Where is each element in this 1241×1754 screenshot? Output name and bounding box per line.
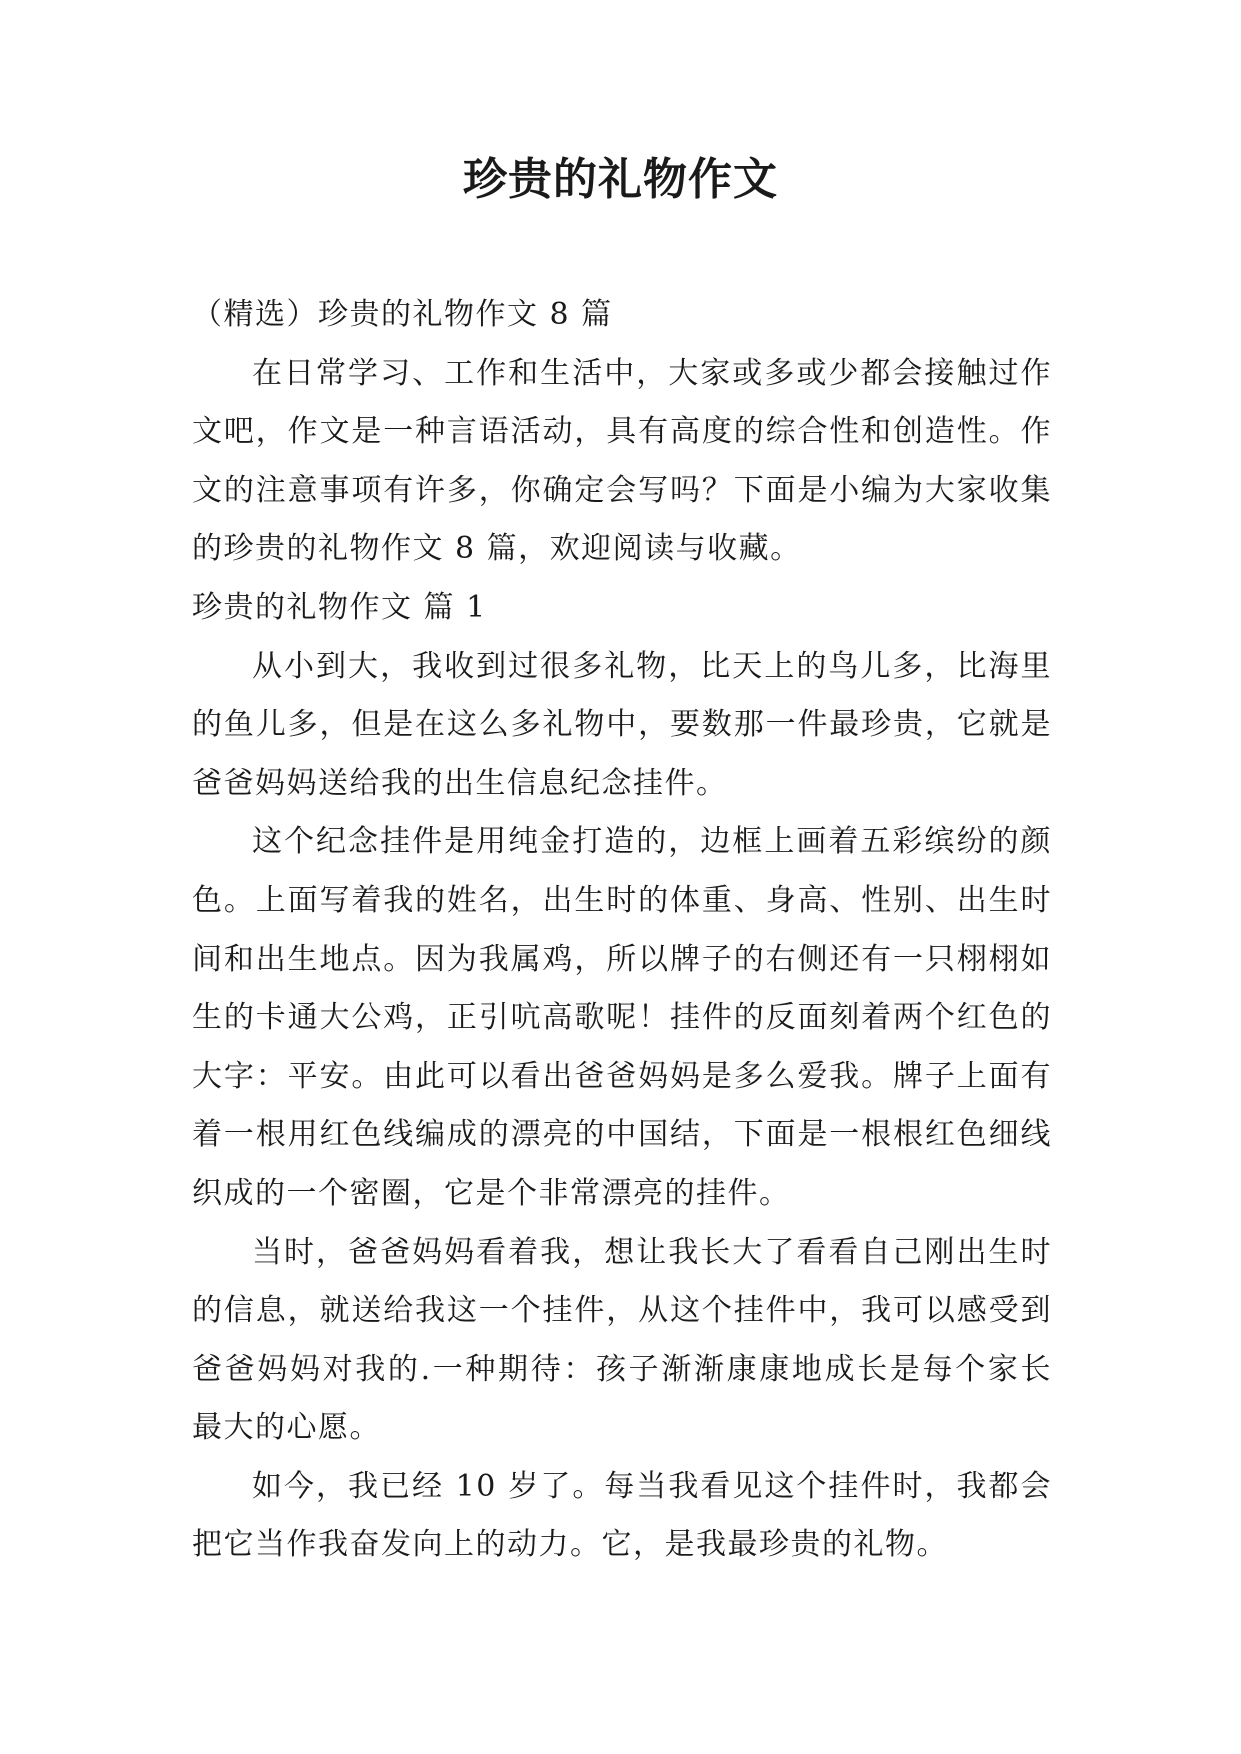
document-subtitle: （精选）珍贵的礼物作文 8 篇	[192, 297, 613, 332]
intro-paragraph: 在日常学习、工作和生活中，大家或多或少都会接触过作文吧，作文是一种言语活动，具有高度的综合性和创造性。作文的注意事项有许多，你确定会写吗？下面是小编为大家收集的珍贵的礼物作文 8 篇，欢迎阅读与收藏。	[192, 355, 1052, 567]
body-paragraph: 这个纪念挂件是用纯金打造的，边框上画着五彩缤纷的颜色。上面写着我的姓名，出生时的体重、身高、性别、出生时间和出生地点。因为我属鸡，所以牌子的右侧还有一只栩栩如生的卡通大公鸡，正引吭高歌呢！挂件的反面刻着两个红色的大字：平安。由此可以看出爸爸妈妈是多么爱我。牌子上面有着一根用红色线编成的漂亮的中国结，下面是一根根红色细线织成的一个密圈，它是个非常漂亮的挂件。	[192, 824, 1052, 1211]
body-paragraph: 当时，爸爸妈妈看着我，想让我长大了看看自己刚出生时的信息，就送给我这一个挂件，从这个挂件中，我可以感受到爸爸妈妈对我的.一种期待：孩子渐渐康康地成长是每个家长最大的心愿。	[192, 1234, 1052, 1446]
document-title: 珍贵的礼物作文	[463, 154, 778, 205]
body-paragraph: 从小到大，我收到过很多礼物，比天上的鸟儿多，比海里的鱼儿多，但是在这么多礼物中，要数那一件最珍贵，它就是爸爸妈妈送给我的出生信息纪念挂件。	[192, 648, 1052, 801]
document-body	[192, 286, 1052, 1575]
section-heading: 珍贵的礼物作文 篇 1	[192, 589, 487, 625]
body-paragraph: 如今，我已经 10 岁了。每当我看见这个挂件时，我都会把它当作我奋发向上的动力。它，是我最珍贵的礼物。	[192, 1468, 1052, 1563]
